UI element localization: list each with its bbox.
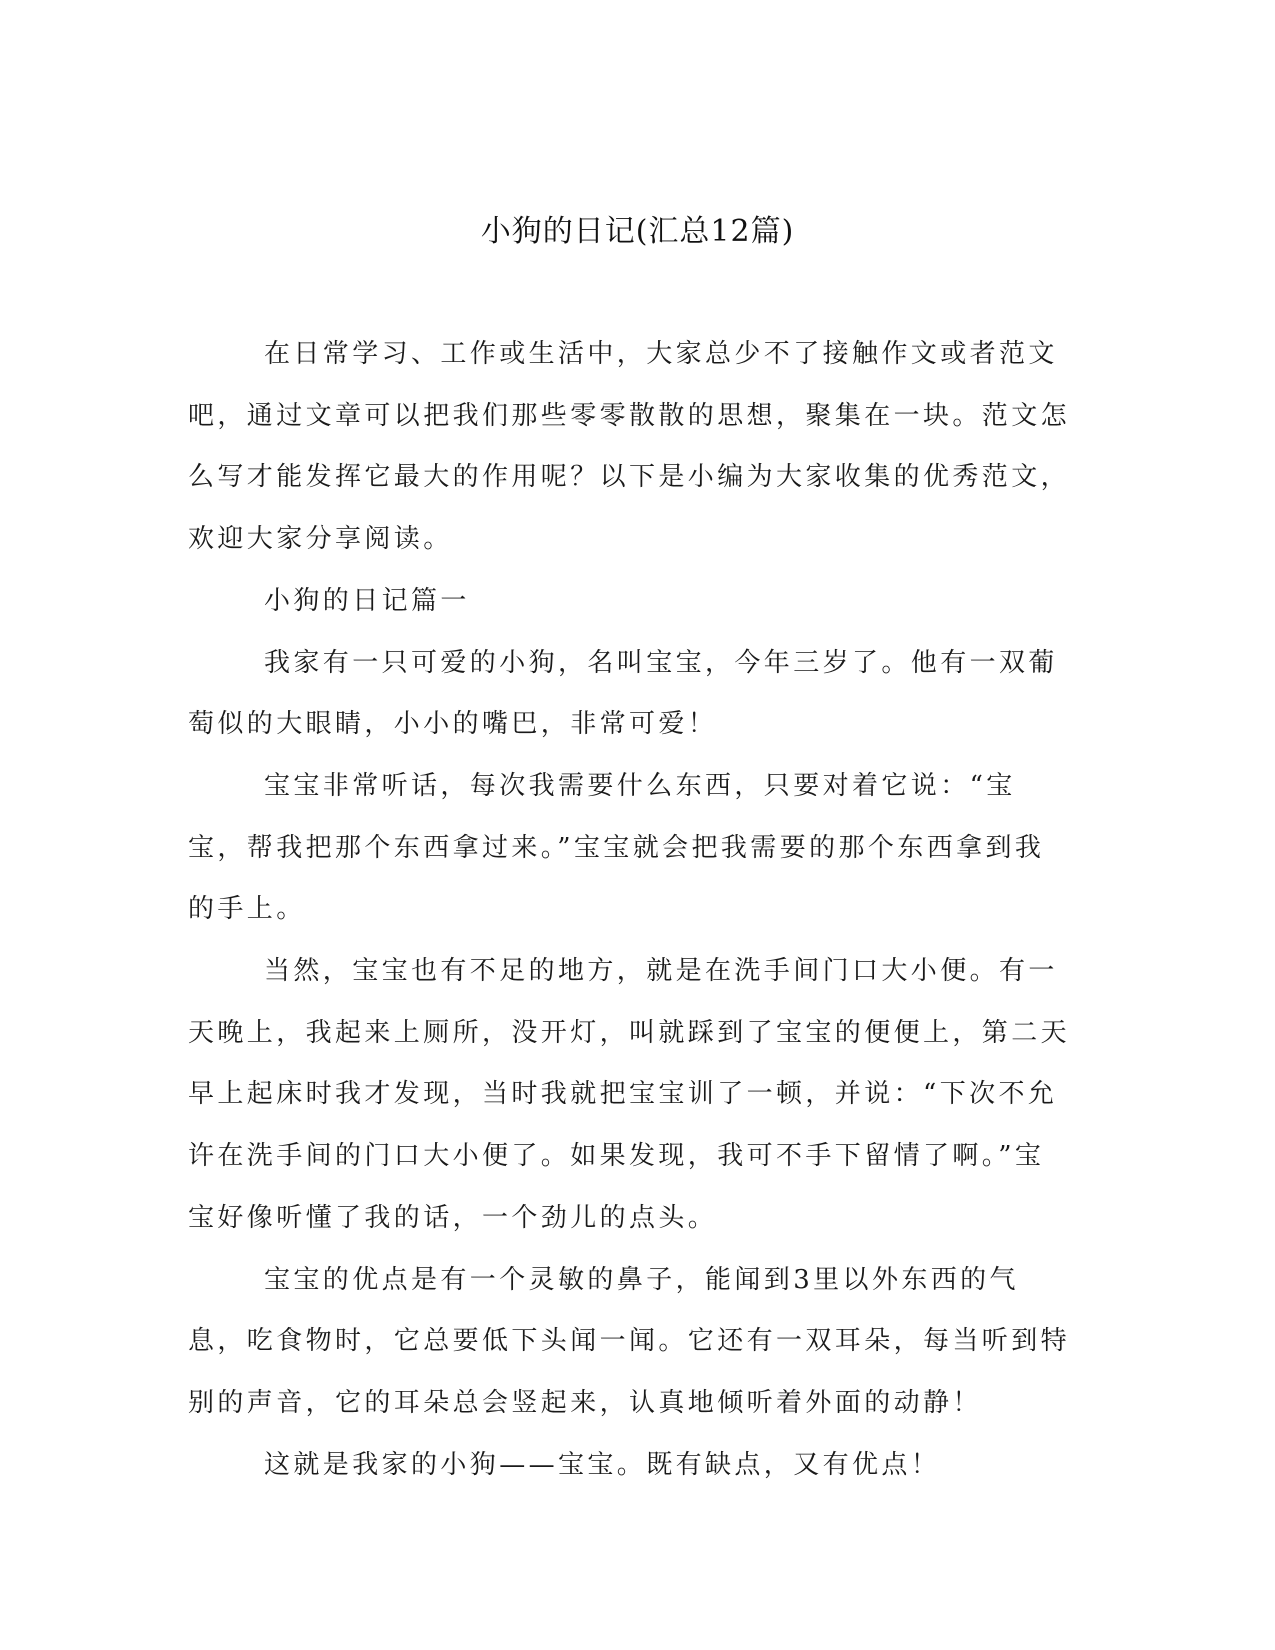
document-title: 小狗的日记(汇总12篇) xyxy=(480,214,795,249)
body-paragraph: 我家有一只可爱的小狗，名叫宝宝，今年三岁了。他有一双葡萄似的大眼睛，小小的嘴巴，非常可爱！ xyxy=(188,647,1058,740)
body-paragraph: 这就是我家的小狗——宝宝。既有缺点，又有优点！ xyxy=(264,1449,941,1480)
section-heading: 小狗的日记篇一 xyxy=(264,585,470,616)
body-paragraph: 宝宝的优点是有一个灵敏的鼻子，能闻到3里以外东西的气息，吃食物时，它总要低下头闻一闻。它还有一双耳朵，每当听到特别的声音，它的耳朵总会竖起来，认真地倾听着外面的动静！ xyxy=(188,1264,1071,1418)
intro-paragraph: 在日常学习、工作或生活中，大家总少不了接触作文或者范文吧，通过文章可以把我们那些零零散散的思想，聚集在一块。范文怎么写才能发挥它最大的作用呢？以下是小编为大家收集的优秀范文，欢迎大家分享阅读。 xyxy=(188,339,1071,555)
document-body xyxy=(188,324,1072,1496)
body-paragraph: 宝宝非常听话，每次我需要什么东西，只要对着它说：“宝宝，帮我把那个东西拿过来。”宝宝就会把我需要的那个东西拿到我的手上。 xyxy=(188,770,1045,925)
body-paragraph: 当然，宝宝也有不足的地方，就是在洗手间门口大小便。有一天晚上，我起来上厕所，没开灯，叫就踩到了宝宝的便便上，第二天早上起床时我才发现，当时我就把宝宝训了一顿，并说：“下次不允许在洗手间的门口大小便了。如果发现，我可不手下留情了啊。”宝宝好像听懂了我的话，一个劲儿的点头。 xyxy=(188,956,1071,1233)
